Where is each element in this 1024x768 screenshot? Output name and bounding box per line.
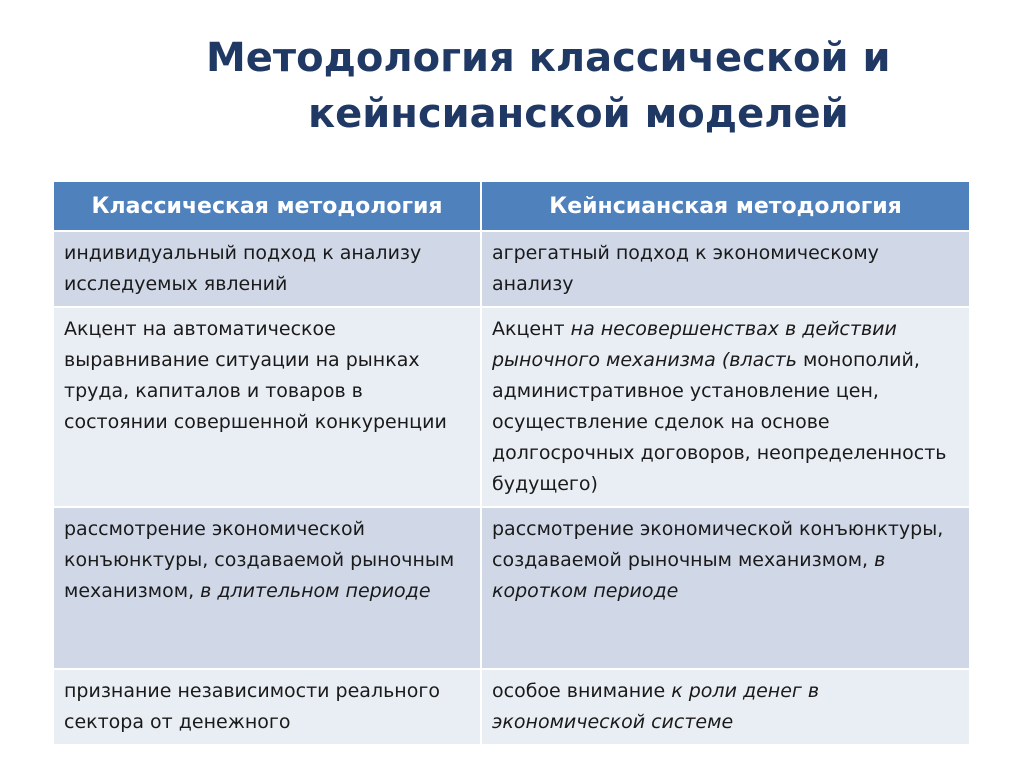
cell-text: Акцент на автоматическое выравнивание ситуации на рынках труда, капиталов и товаров в состоянии совершенной конкуренции	[64, 318, 447, 433]
slide-title-line-1: Методология классической и	[206, 35, 891, 81]
slide-title	[0, 30, 1024, 142]
slide-title-line-2: кейнсианской моделей	[308, 91, 849, 137]
table-row	[53, 669, 970, 745]
cell-text: Акцент	[492, 318, 571, 340]
cell-text-italic: к роли денег в экономической системе	[492, 680, 820, 733]
cell-text: особое внимание	[492, 680, 672, 702]
cell-text-italic: на несовершенствах в действии рыночного механизма (власть	[492, 318, 897, 371]
cell-text: агрегатный подход к экономическому анализу	[492, 242, 879, 295]
cell-text: индивидуальный подход к анализу исследуемых явлений	[64, 242, 422, 295]
cell-text-tail: монополий, административное установление цен, осуществление сделок на основе долгосрочных договоров, неопределенность будущего)	[492, 349, 947, 495]
cell-text: рассмотрение экономической конъюнктуры, создаваемой рыночным механизмом,	[492, 518, 944, 571]
comparison-table	[52, 180, 971, 746]
cell-text: рассмотрение экономической конъюнктуры, создаваемой рыночным механизмом,	[64, 518, 455, 602]
cell-classic	[53, 307, 481, 507]
header-classic: Классическая методология	[53, 181, 481, 231]
table-header-row	[53, 181, 970, 231]
cell-keynesian	[481, 231, 970, 307]
cell-classic	[53, 669, 481, 745]
table-row	[53, 507, 970, 669]
header-keynesian: Кейнсианская методология	[481, 181, 970, 231]
cell-keynesian	[481, 669, 970, 745]
cell-keynesian	[481, 307, 970, 507]
cell-classic	[53, 507, 481, 669]
cell-text: признание независимости реального сектора от денежного	[64, 680, 440, 733]
table-row	[53, 307, 970, 507]
cell-keynesian	[481, 507, 970, 669]
cell-classic	[53, 231, 481, 307]
table-row	[53, 231, 970, 307]
cell-text-italic: в длительном периоде	[200, 580, 431, 602]
cell-text-italic: в коротком периоде	[492, 549, 886, 602]
